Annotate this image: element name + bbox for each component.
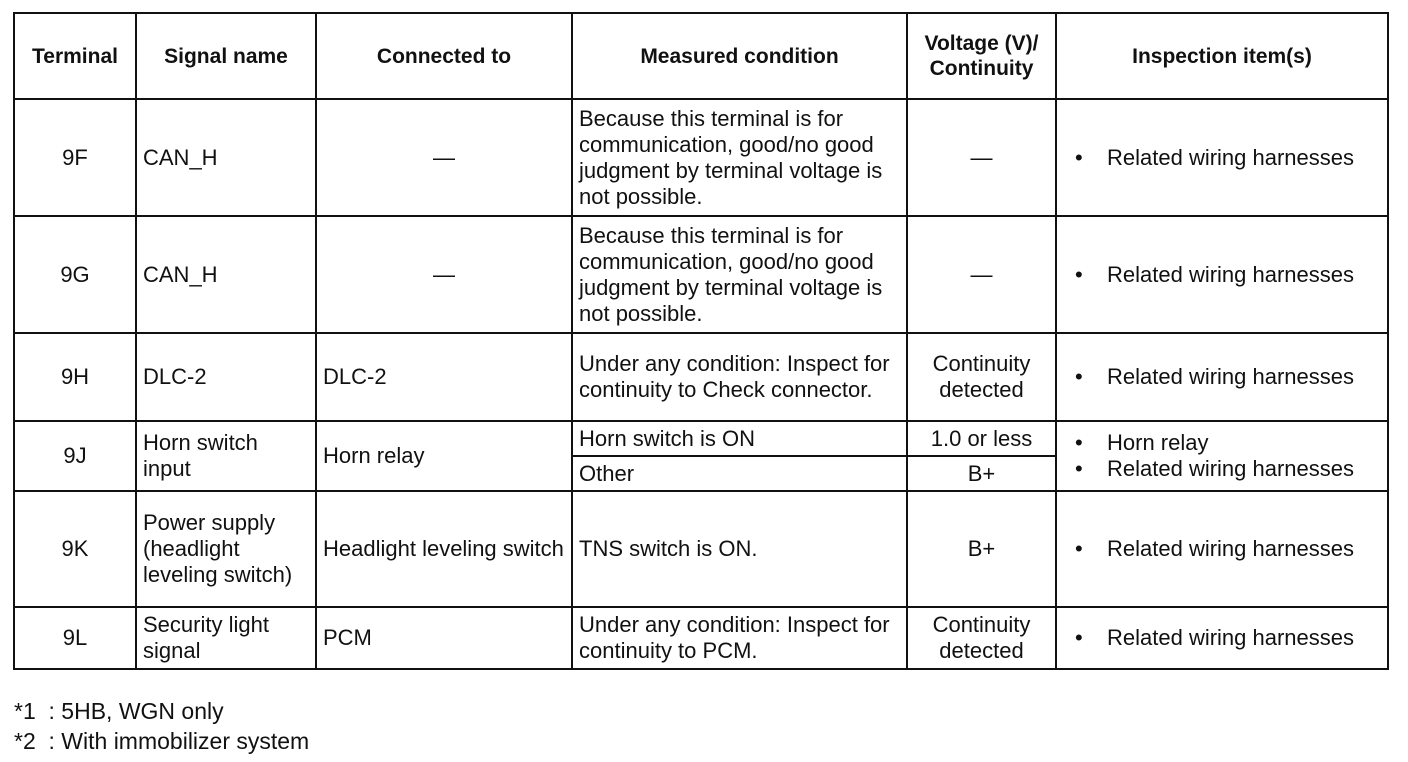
inspection-cell <box>1056 99 1388 216</box>
signal-cell: CAN_H <box>136 99 316 216</box>
header-row <box>14 13 1388 99</box>
inspection-cell <box>1056 491 1388 607</box>
inspection-item: • Related wiring harnesses <box>1075 625 1381 651</box>
voltage-cell: Continuity detected <box>907 333 1056 421</box>
signal-cell: Power supply (headlight leveling switch) <box>136 491 316 607</box>
inspection-item: • Related wiring harnesses <box>1075 145 1381 171</box>
terminal-cell: 9J <box>14 421 136 491</box>
inspection-item: • Related wiring harnesses <box>1075 262 1381 288</box>
signal-cell: CAN_H <box>136 216 316 333</box>
inspection-cell <box>1056 216 1388 333</box>
footnotes <box>14 696 309 756</box>
connected-cell: Headlight leveling switch <box>316 491 572 607</box>
inspection-item: • Related wiring harnesses <box>1075 536 1381 562</box>
voltage-cell: B+ <box>907 491 1056 607</box>
voltage-cell: B+ <box>907 456 1056 491</box>
footnote: *2 : With immobilizer system <box>14 728 310 754</box>
terminal-cell: 9H <box>14 333 136 421</box>
condition-cell: Because this terminal is for communication, good/no good judgment by terminal voltage is not possible. <box>572 99 907 216</box>
table-row <box>14 491 1388 607</box>
table-row <box>14 99 1388 216</box>
condition-cell: TNS switch is ON. <box>572 491 907 607</box>
inspection-cell <box>1056 333 1388 421</box>
condition-cell: Horn switch is ON <box>572 421 907 456</box>
connected-cell: PCM <box>316 607 572 669</box>
header-inspection: Inspection item(s) <box>1056 13 1388 99</box>
table-row <box>14 333 1388 421</box>
signal-cell: Security light signal <box>136 607 316 669</box>
inspection-item: • Related wiring harnesses <box>1075 364 1381 390</box>
voltage-cell: — <box>907 216 1056 333</box>
header-connected-to: Connected to <box>316 13 572 99</box>
terminal-cell: 9G <box>14 216 136 333</box>
voltage-cell: 1.0 or less <box>907 421 1056 456</box>
header-measured-condition: Measured condition <box>572 13 907 99</box>
connected-cell: Horn relay <box>316 421 572 491</box>
condition-cell: Under any condition: Inspect for continuity to Check connector. <box>572 333 907 421</box>
header-signal-name: Signal name <box>136 13 316 99</box>
terminal-table <box>13 12 1389 670</box>
footnote: *1 : 5HB, WGN only <box>14 698 224 724</box>
inspection-item: • Related wiring harnesses <box>1075 456 1381 482</box>
inspection-cell <box>1056 607 1388 669</box>
table-row <box>14 216 1388 333</box>
inspection-item: • Horn relay <box>1075 430 1381 456</box>
terminal-cell: 9L <box>14 607 136 669</box>
inspection-cell <box>1056 421 1388 491</box>
terminal-cell: 9K <box>14 491 136 607</box>
header-terminal: Terminal <box>14 13 136 99</box>
voltage-cell: Continuity detected <box>907 607 1056 669</box>
voltage-cell: — <box>907 99 1056 216</box>
table-row <box>14 607 1388 669</box>
connected-cell: — <box>316 99 572 216</box>
signal-cell: Horn switch input <box>136 421 316 491</box>
header-voltage: Voltage (V)/ Continuity <box>907 13 1056 99</box>
connected-cell: — <box>316 216 572 333</box>
condition-cell: Other <box>572 456 907 491</box>
connected-cell: DLC-2 <box>316 333 572 421</box>
condition-cell: Under any condition: Inspect for continuity to PCM. <box>572 607 907 669</box>
signal-cell: DLC-2 <box>136 333 316 421</box>
table-row <box>14 421 1388 456</box>
condition-cell: Because this terminal is for communication, good/no good judgment by terminal voltage is not possible. <box>572 216 907 333</box>
terminal-cell: 9F <box>14 99 136 216</box>
